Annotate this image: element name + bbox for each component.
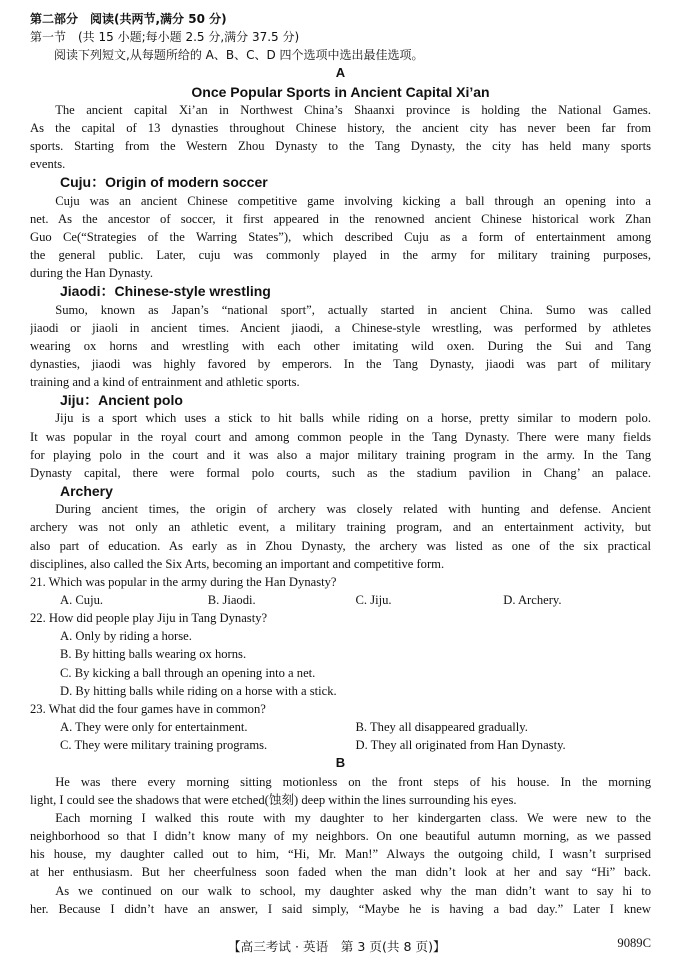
question-options [30, 591, 651, 609]
question-stem: 22. How did people play Jiju in Tang Dynasty? [30, 611, 268, 626]
passage-b-label: B [335, 755, 346, 771]
jiaodi-heading: Jiaodi：Chinese-style wrestling [60, 283, 271, 300]
section-heading: 第一节 (共 15 小题;每小题 2.5 分,满分 37.5 分) [30, 30, 300, 45]
cuju-heading: Cuju：Origin of modern soccer [60, 174, 268, 191]
question-21 [30, 573, 651, 609]
jiju-heading: Jiju：Ancient polo [60, 392, 183, 409]
option-d[interactable]: D. By hitting balls while riding on a horse with a stick. [60, 683, 337, 698]
instructions: 阅读下列短文,从每题所给的 A、B、C、D 四个选项中选出最佳选项。 [54, 48, 424, 63]
question-options [30, 718, 651, 736]
option-b[interactable]: B. By hitting balls wearing ox horns. [60, 647, 247, 662]
option-c[interactable]: C. They were military training programs. [60, 738, 268, 753]
passage-b-text: He was there every morning sitting motionless on the front steps of his house. In the morning light, I could see the shadows that were etched(蚀刻) deep within the lines surrounding his eyes. Each morning I walked this route with my daughter to her kindergarten class. We were new to the neighborhood so that I didn’t know many of my neighbors. On one beautiful autumn morning, as we passed his house, my daughter called out to him, “Hi, Mr. Man!” Always the outgoing child, I wasn’t surprised at her enthusiasm. But her cheerfulness soon faded when the man didn’t look at her and say “Hi” back. As we continued on our walk to school, my daughter asked why the man didn’t want to say hi to her. Because I didn’t have an answer, I said simply, “Maybe he is having a bad day.” Later I knew [30, 774, 651, 916]
archery-paragraph: During ancient times, the origin of archery was closely related with hunting and defense. Ancient archery was not only an athletic event, a military training program, and an entertainment activity, but also part of education. As early as in Zhou Dynasty, the archery was listed as one of the six practical disciplines, also called the Six Arts, becoming an important and competitive form. [30, 502, 651, 571]
part-heading: 第二部分 阅读(共两节,满分 50 分) [30, 12, 227, 26]
footer-code: 9089C [617, 936, 651, 950]
option-c[interactable]: C. By kicking a ball through an opening into a net. [60, 665, 316, 680]
jiaodi-paragraph: Sumo, known as Japan’s “national sport”, actually started in ancient China. Sumo was called jiaodi or jiaoli in ancient times. Ancient jiaodi, a Chinese-style wrestling, was performed by athletes wearing ox horns and wrestling with each other imitating wild oxen. During the Sui and Tang dynasties, jiaodi was highly favored by emperors. In the Tang Dynasty, jiaodi was part of military training and a kind of entrainment and athletic sports. [30, 302, 651, 390]
option-d[interactable]: D. Archery. [503, 593, 562, 607]
passage-a-label: A [335, 65, 346, 81]
passage-a-intro: The ancient capital Xi’an in Northwest China’s Shaanxi province is holding the National Games. As the capital of 13 dynasties throughout Chinese history, the ancient city has never been far from sports. Starting from the Western Zhou Dynasty to the Tang Dynasty, the city has held many sports events. [30, 102, 651, 172]
option-b[interactable]: B. They all disappeared gradually. [355, 720, 528, 735]
option-c[interactable]: C. Jiju. [355, 593, 392, 607]
question-stem: 23. What did the four games have in common? [30, 701, 266, 716]
archery-heading: Archery [60, 483, 113, 500]
footer-page-info: 【高三考试 · 英语 第 3 页(共 8 页)】 [228, 939, 446, 954]
question-22 [30, 609, 651, 700]
question-options [30, 736, 651, 754]
question-stem: 21. Which was popular in the army during the Han Dynasty? [30, 574, 337, 589]
passage-a-title: Once Popular Sports in Ancient Capital Xi’an [191, 83, 490, 100]
option-a[interactable]: A. Cuju. [60, 593, 104, 607]
cuju-paragraph: Cuju was an ancient Chinese competitive game involving kicking a ball through an opening into a net. As the ancestor of soccer, it first appeared in the renowned ancient Chinese historical work Zhan Guo Ce(“Strategies of the Warring States”), which described Cuju as a form of entertainment among the general public. Later, cuju was commonly played in the army for military training purposes, during the Han Dynasty. [30, 193, 651, 281]
option-d[interactable]: D. They all originated from Han Dynasty. [355, 738, 566, 753]
option-a[interactable]: A. Only by riding a horse. [60, 629, 192, 644]
jiju-paragraph: Jiju is a sport which uses a stick to hit balls while riding on a horse, pretty similar to modern polo. It was popular in the royal court and among common people in the Tang Dynasty. There were many fields for playing polo in the court and it was also a major military training program in the army. In the Tang Dynasty capital, there were formal polo courts, such as the stadium pavilion in Chang’ an palace. [30, 411, 651, 480]
option-b[interactable]: B. Jiaodi. [207, 593, 256, 607]
option-a[interactable]: A. They were only for entertainment. [60, 720, 248, 735]
question-23 [30, 700, 651, 754]
